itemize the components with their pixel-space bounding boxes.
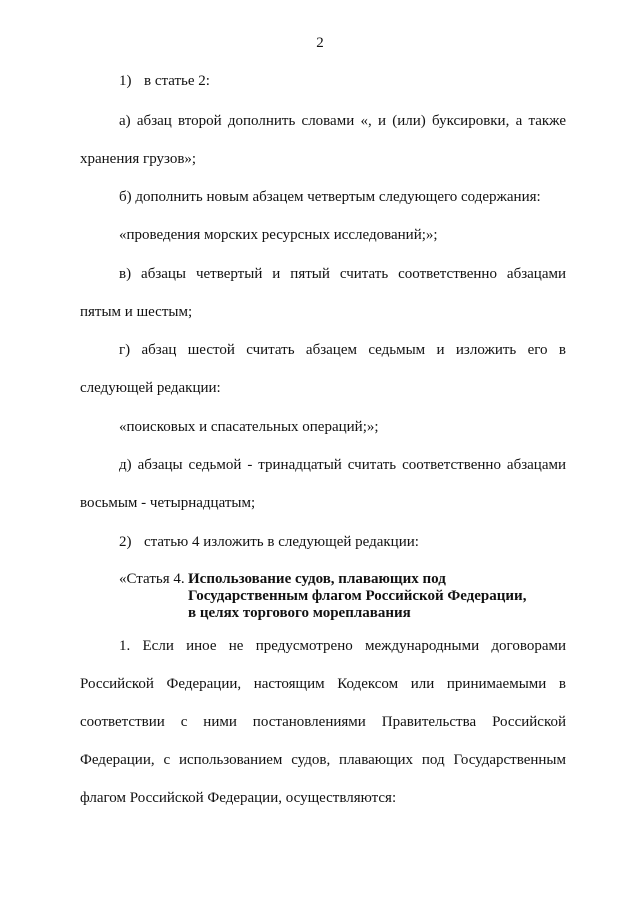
subitem-v-line2: пятым и шестым; [80, 304, 193, 320]
subitem-d-line1: д) абзацы седьмой - тринадцатый считать соответственно абзацами [119, 457, 566, 473]
list-item-2-text: статью 4 изложить в следующей редакции: [144, 534, 419, 550]
para1-line2: Российской Федерации, настоящим Кодексом или принимаемыми в [80, 676, 566, 692]
list-item-1-number: 1) [119, 73, 132, 89]
page-number: 2 [316, 35, 324, 51]
quote-2: «поисковых и спасательных операций;»; [119, 419, 379, 435]
subitem-b: б) дополнить новым абзацем четвертым следующего содержания: [119, 189, 541, 205]
subitem-v-line1: в) абзацы четвертый и пятый считать соответственно абзацами [119, 266, 566, 282]
subitem-g-line2: следующей редакции: [80, 380, 221, 396]
article-title-line1: Использование судов, плавающих под [188, 571, 446, 587]
quote-1: «проведения морских ресурсных исследований;»; [119, 227, 438, 243]
subitem-g-line1: г) абзац шестой считать абзацем седьмым и изложить его в [119, 342, 566, 358]
para1-line5: флагом Российской Федерации, осуществляются: [80, 790, 397, 806]
article-prefix: «Статья 4. [119, 571, 185, 587]
subitem-a-line2: хранения грузов»; [80, 151, 197, 167]
para1-line1: 1. Если иное не предусмотрено международными договорами [119, 638, 566, 654]
list-item-1-text: в статье 2: [144, 73, 210, 89]
subitem-d-line2: восьмым - четырнадцатым; [80, 495, 256, 511]
article-title-line2: Государственным флагом Российской Федерации, [188, 588, 527, 604]
para1-line3: соответствии с ними постановлениями Правительства Российской [80, 714, 566, 730]
list-item-2-number: 2) [119, 534, 132, 550]
subitem-a-line1: а) абзац второй дополнить словами «, и (или) буксировки, а также [119, 113, 566, 129]
article-title-line3: в целях торгового мореплавания [188, 605, 411, 621]
para1-line4: Федерации, с использованием судов, плавающих под Государственным [80, 752, 566, 768]
